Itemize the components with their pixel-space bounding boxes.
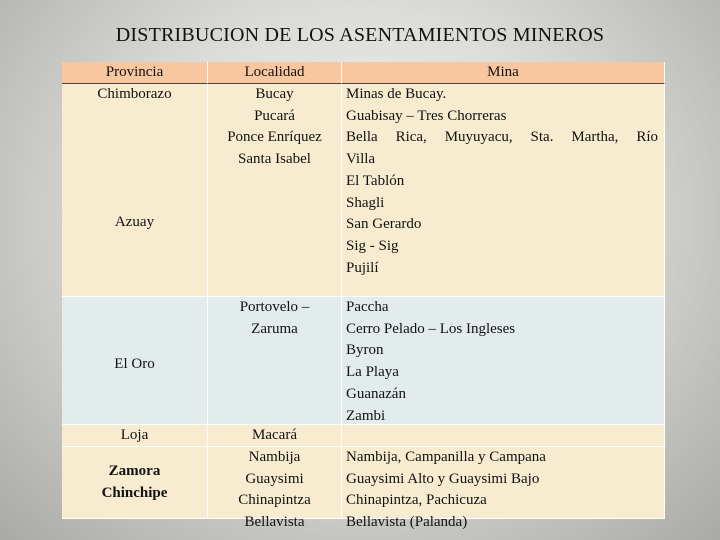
mina-item: Shagli <box>346 194 385 211</box>
localidad-item: Pucará <box>254 107 295 124</box>
mina-item: Nambija, Campanilla y Campana <box>346 449 546 465</box>
mina-item: Guaysimi Alto y Guaysimi Bajo <box>346 470 540 487</box>
mina-item: Chinapintza, Pachicuza <box>346 492 487 509</box>
mina-item: Guabisay – Tres Chorreras <box>346 107 507 124</box>
localidades-zamora <box>208 447 342 531</box>
mina-item: Bellavista (Palanda) <box>346 514 468 531</box>
mina-item: San Gerardo <box>346 216 422 233</box>
localidad-item: Portovelo – <box>239 299 310 315</box>
mina-item: Paccha <box>346 299 389 315</box>
provincia-chimborazo: Chimborazo <box>97 86 172 102</box>
mina-item: Zambi <box>346 407 386 424</box>
mina-item: Byron <box>346 342 384 359</box>
minas-chimborazo-azuay <box>342 84 665 297</box>
header-mina: Mina <box>342 62 665 84</box>
provincia-line: Chinchipe <box>101 484 168 501</box>
page-title: DISTRIBUCION DE LOS ASENTAMIENTOS MINEROS <box>115 24 605 46</box>
minas-zamora <box>342 447 665 531</box>
mina-item: Cerro Pelado – Los Ingleses <box>346 320 516 337</box>
minas-el-oro <box>342 297 665 425</box>
mina-item: Bella Rica, Muyuyacu, Sta. Martha, Río <box>346 129 658 146</box>
mina-item: Villa <box>346 151 376 168</box>
mina-item: La Playa <box>346 364 399 381</box>
provincia-el-oro <box>62 297 208 425</box>
localidades-el-oro <box>208 297 342 425</box>
localidad-item: Santa Isabel <box>238 151 311 168</box>
mina-item: Sig - Sig <box>346 237 399 254</box>
provincia-loja: Loja <box>62 425 208 447</box>
header-localidad: Localidad <box>208 62 342 84</box>
localidad-item: Chinapintza <box>238 492 311 509</box>
mina-item: Guanazán <box>346 385 406 402</box>
localidad-item: Guaysimi <box>245 470 304 487</box>
mina-loja-empty <box>342 425 665 447</box>
localidad-item: Bellavista <box>244 514 305 531</box>
provincia-zamora-chinchipe <box>62 447 208 519</box>
provincia-el-oro-label: El Oro <box>114 355 155 372</box>
mina-item: El Tablón <box>346 172 405 189</box>
provincia-azuay: Azuay <box>114 214 155 231</box>
header-provincia: Provincia <box>62 62 208 84</box>
localidad-item: Nambija <box>248 449 301 465</box>
localidades-chimborazo-azuay <box>208 84 342 297</box>
mina-item: Pujilí <box>346 259 379 276</box>
mina-item: Minas de Bucay. <box>346 86 447 102</box>
localidad-macara: Macará <box>208 425 342 447</box>
localidad-bucay: Bucay <box>255 86 294 102</box>
mining-table <box>62 62 665 531</box>
localidad-item: Zaruma <box>251 320 298 337</box>
provincia-line: Zamora <box>108 462 161 479</box>
localidad-item: Ponce Enríquez <box>227 129 322 146</box>
provincia-chimborazo-azuay <box>62 84 208 297</box>
